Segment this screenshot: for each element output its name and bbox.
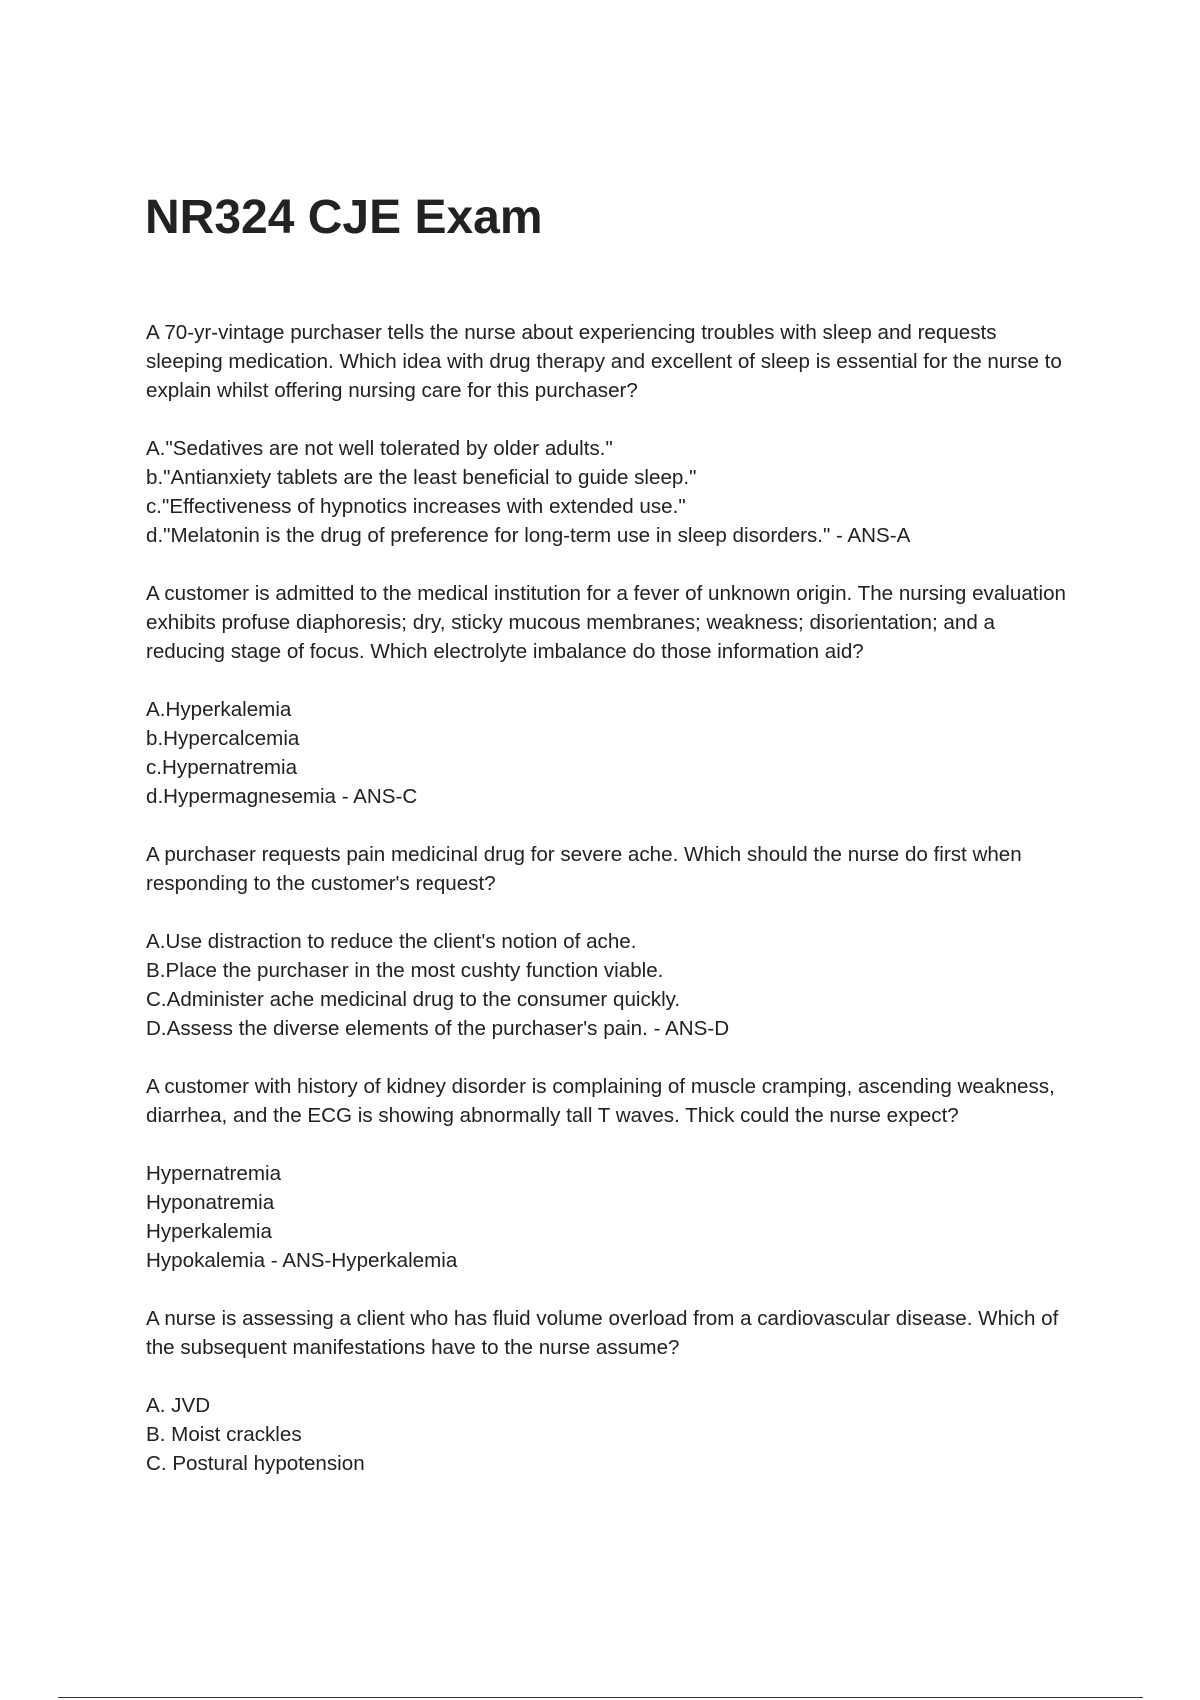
answer-options	[146, 1159, 1076, 1275]
answer-option: A.Use distraction to reduce the client's notion of ache.	[146, 930, 637, 953]
answer-option: d.Hypermagnesemia - ANS-C	[146, 785, 418, 808]
answer-option: B.Place the purchaser in the most cushty function viable.	[146, 959, 664, 982]
question-list	[146, 318, 1076, 1478]
answer-option: c.Hypernatremia	[146, 756, 298, 779]
question-5	[146, 1304, 1076, 1478]
answer-options	[146, 927, 1076, 1043]
answer-option: d."Melatonin is the drug of preference for long-term use in sleep disorders." - ANS-A	[146, 524, 911, 547]
answer-option: A.Hyperkalemia	[146, 698, 292, 721]
answer-option: c."Effectiveness of hypnotics increases with extended use."	[146, 495, 686, 518]
answer-option: b.Hypercalcemia	[146, 727, 300, 750]
question-1	[146, 318, 1076, 550]
answer-option: Hyperkalemia	[146, 1220, 272, 1243]
answer-option: A. JVD	[146, 1394, 211, 1417]
answer-option: C. Postural hypotension	[146, 1452, 365, 1475]
answer-options	[146, 434, 1076, 550]
question-2	[146, 579, 1076, 811]
question-stem: A nurse is assessing a client who has fluid volume overload from a cardiovascular disease. Which of the subsequent manifestations have to the nurse assume?	[146, 1307, 1059, 1359]
document-title: NR324 CJE Exam	[145, 191, 543, 244]
question-3	[146, 840, 1076, 1043]
question-stem: A 70-yr-vintage purchaser tells the nurse about experiencing troubles with sleep and requests sleeping medication. Which idea with drug therapy and excellent of sleep is essential for the nurse to explain whilst offering nursing care for this purchaser?	[146, 321, 1062, 402]
answer-option: Hypokalemia - ANS-Hyperkalemia	[146, 1249, 458, 1272]
answer-option: A."Sedatives are not well tolerated by older adults."	[146, 437, 613, 460]
answer-options	[146, 1391, 1076, 1478]
answer-options	[146, 695, 1076, 811]
answer-option: Hyponatremia	[146, 1191, 275, 1214]
answer-option: D.Assess the diverse elements of the purchaser's pain. - ANS-D	[146, 1017, 730, 1040]
question-stem: A customer with history of kidney disorder is complaining of muscle cramping, ascending weakness, diarrhea, and the ECG is showing abnormally tall T waves. Thick could the nurse expect?	[146, 1075, 1055, 1127]
question-stem: A customer is admitted to the medical institution for a fever of unknown origin. The nursing evaluation exhibits profuse diaphoresis; dry, sticky mucous membranes; weakness; disorientation; and a reducing stage of focus. Which electrolyte imbalance do those information aid?	[146, 582, 1066, 663]
question-stem: A purchaser requests pain medicinal drug for severe ache. Which should the nurse do first when responding to the customer's request?	[146, 843, 1022, 895]
answer-option: b."Antianxiety tablets are the least beneficial to guide sleep."	[146, 466, 697, 489]
answer-option: C.Administer ache medicinal drug to the consumer quickly.	[146, 988, 681, 1011]
answer-option: B. Moist crackles	[146, 1423, 302, 1446]
page-bottom-divider	[58, 1697, 1143, 1698]
answer-option: Hypernatremia	[146, 1162, 282, 1185]
question-4	[146, 1072, 1076, 1275]
